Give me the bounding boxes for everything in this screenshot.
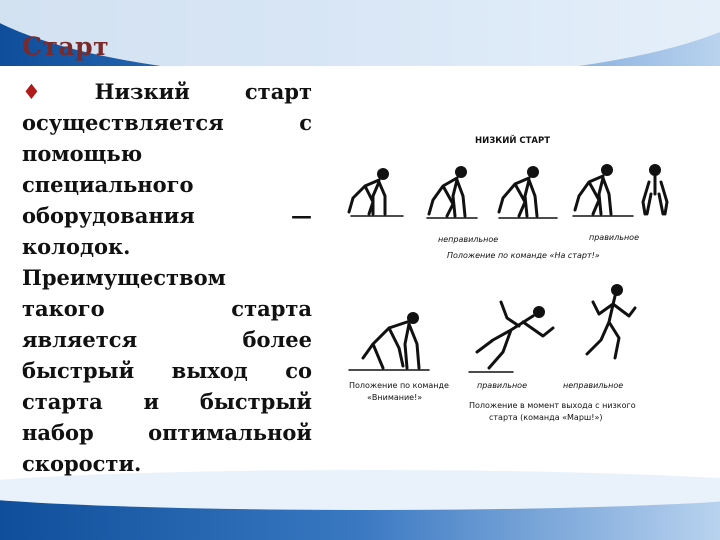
bullet-icon: ♦ (22, 79, 89, 104)
caption-march-2: старта (команда «Марш!») (489, 413, 603, 422)
label-right-top: правильное (589, 233, 639, 242)
athlete-set-1 (349, 168, 403, 216)
caption-attention-2: «Внимание!» (367, 393, 423, 402)
athlete-set-4 (573, 164, 633, 216)
athlete-set-2 (427, 166, 477, 218)
slide-title: Старт (22, 32, 110, 61)
athlete-march-wrong (587, 284, 635, 358)
athlete-attention (349, 312, 429, 370)
caption-march-1: Положение в момент выхода с низкого (469, 401, 636, 410)
athlete-set-3 (499, 166, 557, 218)
label-right-bottom: правильное (477, 381, 527, 390)
illustration-svg (343, 122, 688, 430)
label-wrong-top: неправильное (438, 235, 499, 244)
slide-paragraph (22, 76, 312, 479)
athlete-front-view (643, 164, 667, 214)
caption-top: Положение по команде «На старт!» (447, 251, 600, 260)
caption-attention-1: Положение по команде (349, 381, 449, 390)
athlete-march-correct (469, 302, 553, 372)
low-start-illustration (343, 122, 688, 430)
label-wrong-bottom: неправильное (563, 381, 624, 390)
paragraph-text: Низкий старт осуществляется с помощью специального оборудования — колодок. Преимуществом такого старта является более быстрый выход со старта и быстрый набор оптимальной скорости. (22, 79, 312, 476)
figure-heading: НИЗКИЙ СТАРТ (475, 136, 551, 146)
